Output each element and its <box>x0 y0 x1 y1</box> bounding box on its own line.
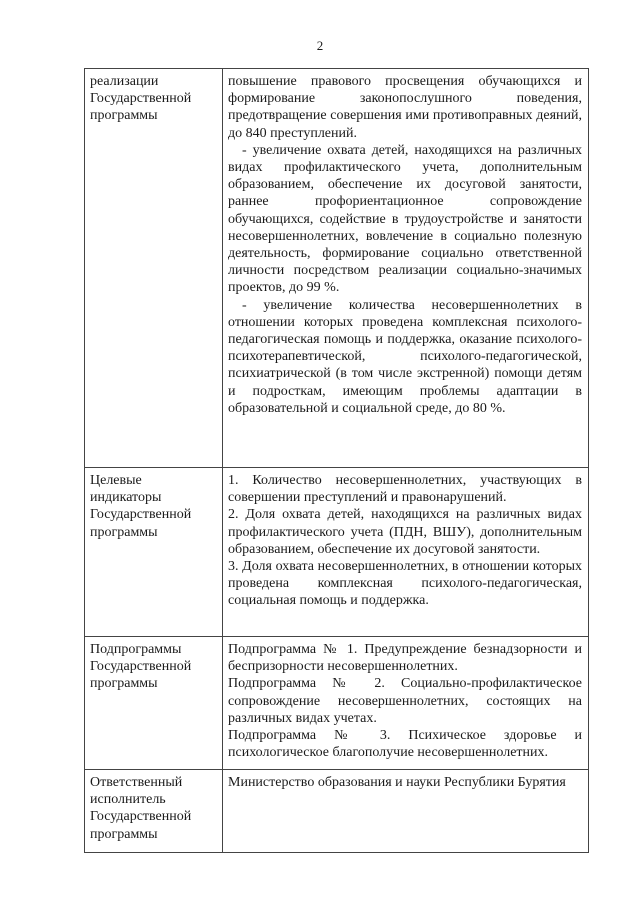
row-content-cell <box>223 69 589 468</box>
row-label-cell <box>85 468 223 637</box>
row-label-cell <box>85 69 223 468</box>
table-row-responsible-executor <box>85 770 589 853</box>
row-label: Целевые индикаторы Государственной программы <box>90 473 192 540</box>
content-paragraph: Подпрограмма № 3. Психическое здоровье и психологическое благополучие несовершеннолетних. <box>228 728 582 761</box>
content-paragraph: 3. Доля охвата несовершеннолетних, в отношении которых проведена комплексная психолого-педагогическая, социальная помощь и поддержка. <box>228 559 582 609</box>
table-row-subprograms <box>85 637 589 770</box>
page-number: 2 <box>316 38 324 53</box>
row-label: Ответственный исполнитель Государственной программы <box>90 775 192 842</box>
program-passport-table <box>84 68 589 853</box>
row-content-cell <box>223 468 589 637</box>
content-paragraph: 1. Количество несовершеннолетних, участвующих в совершении преступлений и правонарушений. <box>228 473 582 506</box>
content-paragraph: - увеличение количества несовершеннолетних в отношении которых проведена комплексная психолого-педагогическая помощь и поддержка, оказание психолого-психотерапевтической, психолого-педагогической, психиатрической (в том числе экстренной) помощи детям и подросткам, имеющим проблемы адаптации в образовательной и социальной среде, до 80 %. <box>228 297 582 416</box>
content-paragraph: Подпрограмма № 2. Социально-профилактическое сопровождение несовершеннолетних, состоящих на различных видах учетах. <box>228 676 582 726</box>
row-content-cell <box>223 770 589 853</box>
row-label-cell <box>85 637 223 770</box>
table-row-target-indicators <box>85 468 589 637</box>
row-label: реализации Государственной программы <box>90 74 192 124</box>
row-content-cell <box>223 637 589 770</box>
content-paragraph: повышение правового просвещения обучающихся и формирование законопослушного поведения, предотвращение совершения ими противоправных деяний, до 840 преступлений. <box>228 74 582 141</box>
content-paragraph: Подпрограмма № 1. Предупреждение безнадзорности и беспризорности несовершеннолетних. <box>228 642 582 675</box>
content-paragraph: Министерство образования и науки Республики Бурятия <box>228 775 566 790</box>
row-label-cell <box>85 770 223 853</box>
row-label: Подпрограммы Государственной программы <box>90 642 192 692</box>
table-row-implementation-results <box>85 69 589 468</box>
content-paragraph: 2. Доля охвата детей, находящихся на различных видах профилактического учета (ПДН, ВШУ), дополнительным образованием, обеспечение их досуговой занятости. <box>228 507 582 557</box>
content-paragraph: - увеличение охвата детей, находящихся на различных видах профилактического учета, дополнительным образованием, обеспечение их досуговой занятости, раннее профориентационное сопровождение обучающихся, содействие в трудоустройстве и занятости несовершеннолетних, вовлечение в социально полезную деятельность, формирование социально ответственной личности посредством реализации социально-значимых проектов, до 99 %. <box>228 142 582 296</box>
